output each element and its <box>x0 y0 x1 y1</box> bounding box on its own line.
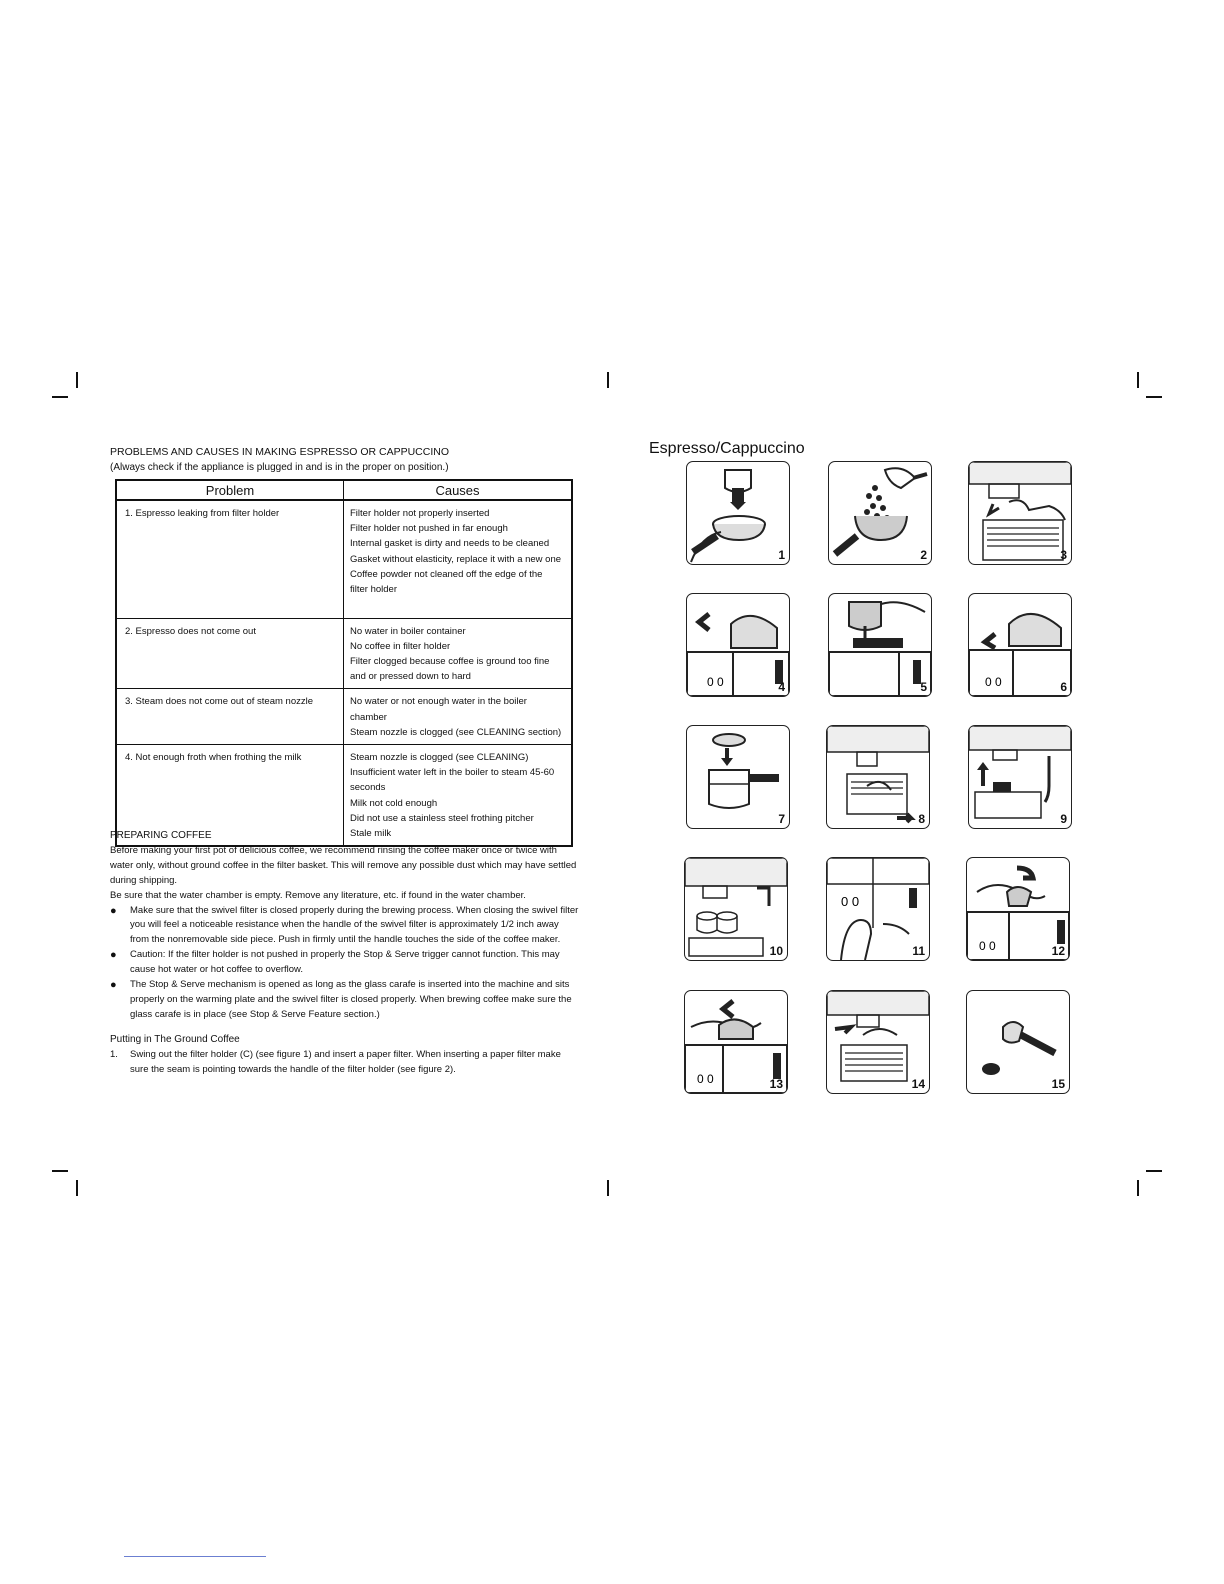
bullet-item <box>110 978 580 1023</box>
figure-9-steam-nozzle <box>968 725 1072 829</box>
figure-4-lock-holder <box>686 593 790 697</box>
cause-line: Did not use a stainless steel frothing pitcher <box>350 812 534 824</box>
figure-1-filter-holder <box>686 461 790 565</box>
cause-line: Insufficient water left in the boiler to steam 45-60 <box>350 767 555 779</box>
coffee-scoop-illustration-icon <box>829 462 931 564</box>
numbered-step <box>110 1048 580 1078</box>
remove-holder-illustration-icon <box>827 726 929 828</box>
problem-cell: 2. Espresso does not come out <box>116 618 344 689</box>
preparing-title: PREPARING COFFEE <box>110 830 212 841</box>
figure-3-insert-holder <box>968 461 1072 565</box>
figure-number: 8 <box>918 812 925 826</box>
espresso-cappuccino-title: Espresso/Cappuccino <box>649 440 805 457</box>
cause-line: and or pressed down to hard <box>350 671 471 683</box>
preparing-intro: Before making your first pot of delicious coffee, we recommend rinsing the coffee maker once or twice with water only, without ground coffee in the filter basket. This will remove any possible dust which may have settled during shipping. <box>110 844 577 886</box>
table-row <box>116 618 572 689</box>
causes-cell <box>344 689 573 745</box>
machine-insert-illustration-icon <box>969 462 1071 564</box>
figure-number: 14 <box>911 1077 925 1091</box>
cause-line: No water in boiler container <box>350 625 466 637</box>
figure-number: 15 <box>1051 1077 1065 1091</box>
step-number: 1. <box>110 1048 118 1060</box>
problems-heading: PROBLEMS AND CAUSES IN MAKING ESPRESSO OR CAPPUCCINO <box>110 446 449 458</box>
problem-cell: 3. Steam does not come out of steam nozzle <box>116 689 344 745</box>
figure-number: 4 <box>778 680 785 694</box>
figure-13-open-lid <box>684 990 788 1094</box>
crop-mark <box>607 1180 609 1196</box>
crop-mark <box>607 372 609 388</box>
figure-number: 12 <box>1051 944 1065 958</box>
cause-line: No coffee in filter holder <box>350 640 451 652</box>
crop-mark <box>76 1180 78 1196</box>
figure-11-steam-knob <box>826 857 930 961</box>
figure-number: 11 <box>912 944 925 958</box>
problems-subheading: (Always check if the appliance is plugged in and is in the proper on position.) <box>110 462 449 473</box>
crop-mark <box>1146 396 1162 398</box>
bullet-text: Caution: If the filter holder is not pushed in properly the Stop & Serve trigger cannot function. This may cause hot water or hot coffee to overflow. <box>130 949 560 976</box>
bullet-text: Make sure that the swivel filter is closed properly during the brewing process. When closing the swivel filter you will feel a noticeable resistance when the handle of the swivel filter is approximately 1/2 inch away from the nonremovable side piece. Push in firmly until the handle touches the side of the coffee maker. <box>130 904 579 946</box>
cause-line: Steam nozzle is clogged (see CLEANING) <box>350 751 529 763</box>
frothing-pitcher-illustration-icon <box>687 726 789 828</box>
crop-mark <box>1146 1170 1162 1172</box>
figure-7-frothing-pitcher <box>686 725 790 829</box>
cause-line: chamber <box>350 711 387 723</box>
pour-water-illustration-icon <box>829 594 931 696</box>
figure-number: 6 <box>1060 680 1067 694</box>
bottom-link-underline <box>124 1556 266 1557</box>
ground-coffee-title: Putting in The Ground Coffee <box>110 1033 240 1045</box>
figure-6-lid-close <box>968 593 1072 697</box>
cause-line: No water or not enough water in the boiler <box>350 696 527 708</box>
bullet-icon: ● <box>110 979 117 992</box>
crop-mark <box>1137 1180 1139 1196</box>
bullet-item <box>110 948 580 978</box>
bullet-item <box>110 904 580 949</box>
preparing-coffee-section <box>110 829 580 1078</box>
water-chamber-note: Be sure that the water chamber is empty. Remove any literature, etc. if found in the water chamber. <box>110 889 526 901</box>
figure-15-filter-holder-parts <box>966 990 1070 1094</box>
cause-line: Stale milk <box>350 827 392 839</box>
filter-basket-illustration-icon <box>687 462 789 564</box>
figure-number: 7 <box>778 812 785 826</box>
svg-text:0 0: 0 0 <box>697 1072 714 1086</box>
figure-14-remove-basket <box>826 990 930 1094</box>
cause-line: Coffee powder not cleaned off the edge of the <box>350 568 543 580</box>
table-row <box>116 689 572 745</box>
crop-mark <box>76 372 78 388</box>
cause-line: Milk not cold enough <box>350 797 438 809</box>
figure-number: 2 <box>920 548 927 562</box>
cause-line: Filter holder not pushed in far enough <box>350 523 508 535</box>
table-header-causes: Causes <box>344 480 573 500</box>
figure-8-remove-holder <box>826 725 930 829</box>
figure-number: 5 <box>920 680 927 694</box>
figure-2-add-coffee <box>828 461 932 565</box>
figure-number: 3 <box>1060 548 1067 562</box>
crop-mark <box>52 396 68 398</box>
cause-line: Gasket without elasticity, replace it with a new one <box>350 553 562 565</box>
step-text: Swing out the filter holder (C) (see figure 1) and insert a paper filter. When inserting a paper filter make sure the seam is pointing towards the handle of the filter holder (see figure 2). <box>130 1048 561 1075</box>
problems-causes-table <box>115 479 573 847</box>
svg-text:0 0: 0 0 <box>985 675 1002 689</box>
cause-line: seconds <box>350 782 386 794</box>
table-header-problem: Problem <box>116 480 344 500</box>
bullet-text: The Stop & Serve mechanism is opened as long as the glass carafe is inserted into the machine and sits properly on the warming plate and the swivel filter is closed properly. When brewing coffee make sure the glass carafe is in place (see Stop & Serve Feature section.) <box>130 979 572 1020</box>
svg-text:0 0: 0 0 <box>841 894 860 909</box>
bullet-icon: ● <box>110 949 117 962</box>
close-lid-illustration-icon <box>969 594 1071 696</box>
svg-text:0 0: 0 0 <box>707 675 724 689</box>
lock-holder-illustration-icon <box>687 594 789 696</box>
figure-number: 13 <box>769 1077 783 1091</box>
cause-line: Filter holder not properly inserted <box>350 508 490 519</box>
svg-text:0 0: 0 0 <box>979 939 996 953</box>
steam-nozzle-illustration-icon <box>969 726 1071 828</box>
cause-line: Steam nozzle is clogged (see CLEANING section) <box>350 726 562 738</box>
figure-number: 9 <box>1060 812 1067 826</box>
cause-line: Internal gasket is dirty and needs to be cleaned <box>350 538 550 550</box>
problem-cell: 4. Not enough froth when frothing the milk <box>116 744 344 846</box>
figure-number: 1 <box>778 548 785 562</box>
figure-12-turn-knob <box>966 857 1070 961</box>
causes-cell <box>344 500 573 618</box>
crop-mark <box>1137 372 1139 388</box>
causes-cell <box>344 618 573 689</box>
figure-5-fill-water <box>828 593 932 697</box>
bullet-icon: ● <box>110 904 117 917</box>
crop-mark <box>52 1170 68 1172</box>
figure-number: 10 <box>769 944 783 958</box>
figure-10-cups <box>684 857 788 961</box>
cause-line: filter holder <box>350 584 397 596</box>
problems-section <box>110 445 580 475</box>
table-row <box>116 500 572 618</box>
cause-line: Filter clogged because coffee is ground too fine <box>350 655 550 667</box>
problem-cell: 1. Espresso leaking from filter holder <box>116 500 344 618</box>
